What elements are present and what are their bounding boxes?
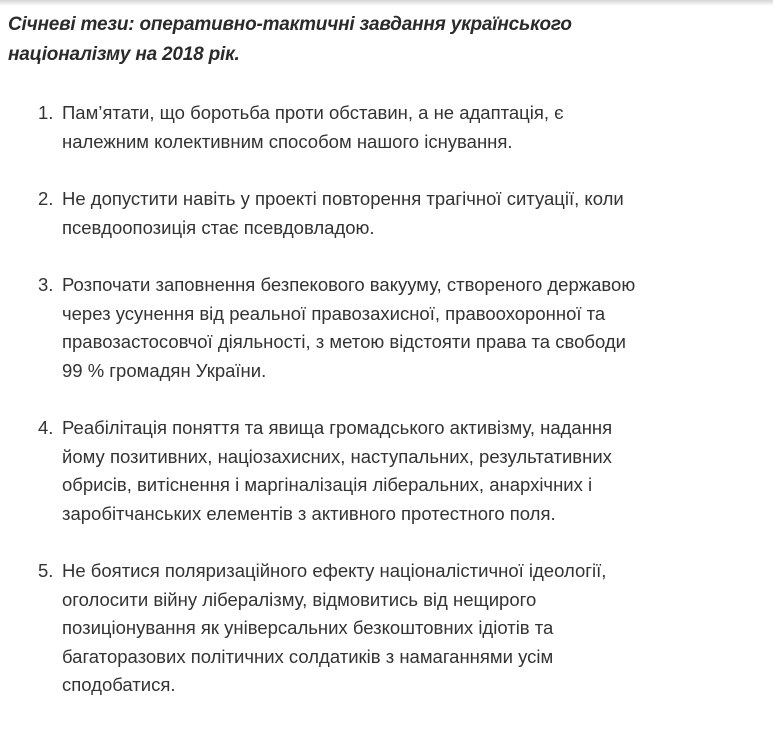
item-text-line: належним колективним способом нашого існування. bbox=[62, 130, 513, 152]
item-text-line: йому позитивних, націозахисних, наступальних, результативних bbox=[62, 445, 612, 467]
item-text-line: псевдоопозиція стає псевдовладою. bbox=[62, 216, 375, 238]
item-text bbox=[62, 271, 635, 385]
item-text-line: Пам’ятати, що боротьба проти обставин, а не адаптація, є bbox=[62, 102, 564, 123]
list-item bbox=[0, 99, 635, 156]
item-text bbox=[62, 414, 635, 528]
top-shadow bbox=[0, 0, 773, 6]
item-text-line: правозастосовчої діяльності, з метою відстояти права та свободи bbox=[62, 331, 626, 352]
item-number: 2. bbox=[38, 188, 54, 209]
list-item bbox=[0, 185, 635, 242]
item-number: 3. bbox=[38, 274, 54, 295]
item-text-line: Реабілітація поняття та явища громадського активізму, надання bbox=[62, 417, 613, 438]
item-text-line: 99 % громадян України. bbox=[62, 359, 267, 381]
item-text-line: заробітчанських елементів з активного протестного поля. bbox=[62, 502, 556, 524]
title-line: націоналізму на 2018 рік. bbox=[8, 44, 240, 65]
item-text-line: Не допустити навіть у проекті повторення трагічної ситуації, коли bbox=[62, 188, 624, 209]
item-text-line: обрисів, витіснення і маргіналізація ліберальних, анархічних і bbox=[62, 474, 593, 495]
item-text bbox=[62, 185, 635, 242]
item-number: 1. bbox=[38, 102, 54, 123]
item-text bbox=[62, 557, 635, 700]
item-text bbox=[62, 99, 635, 156]
list-item bbox=[0, 557, 635, 700]
item-text-line: Не боятися поляризаційного ефекту націоналістичної ідеології, bbox=[62, 560, 607, 581]
item-text-line: позиціонування як універсальних безкоштовних ідіотів та bbox=[62, 617, 554, 638]
item-number: 5. bbox=[38, 560, 54, 581]
item-number: 4. bbox=[38, 417, 54, 438]
item-text-line: оголосити війну лібералізму, відмовитись від нещирого bbox=[62, 588, 537, 610]
item-text-line: сподобатися. bbox=[62, 674, 176, 695]
document-title bbox=[8, 10, 572, 70]
item-text-line: Розпочати заповнення безпекового вакууму, створеного державою bbox=[62, 274, 636, 295]
title-line: Січневі тези: оперативно-тактичні завдання українського bbox=[8, 14, 572, 35]
list-item bbox=[0, 414, 635, 528]
item-text-line: багаторазових політичних солдатиків з намаганнями усім bbox=[62, 645, 554, 667]
theses-list bbox=[0, 99, 635, 729]
list-item bbox=[0, 271, 635, 385]
item-text-line: через усунення від реальної правозахисної, правоохоронної та bbox=[62, 302, 606, 324]
